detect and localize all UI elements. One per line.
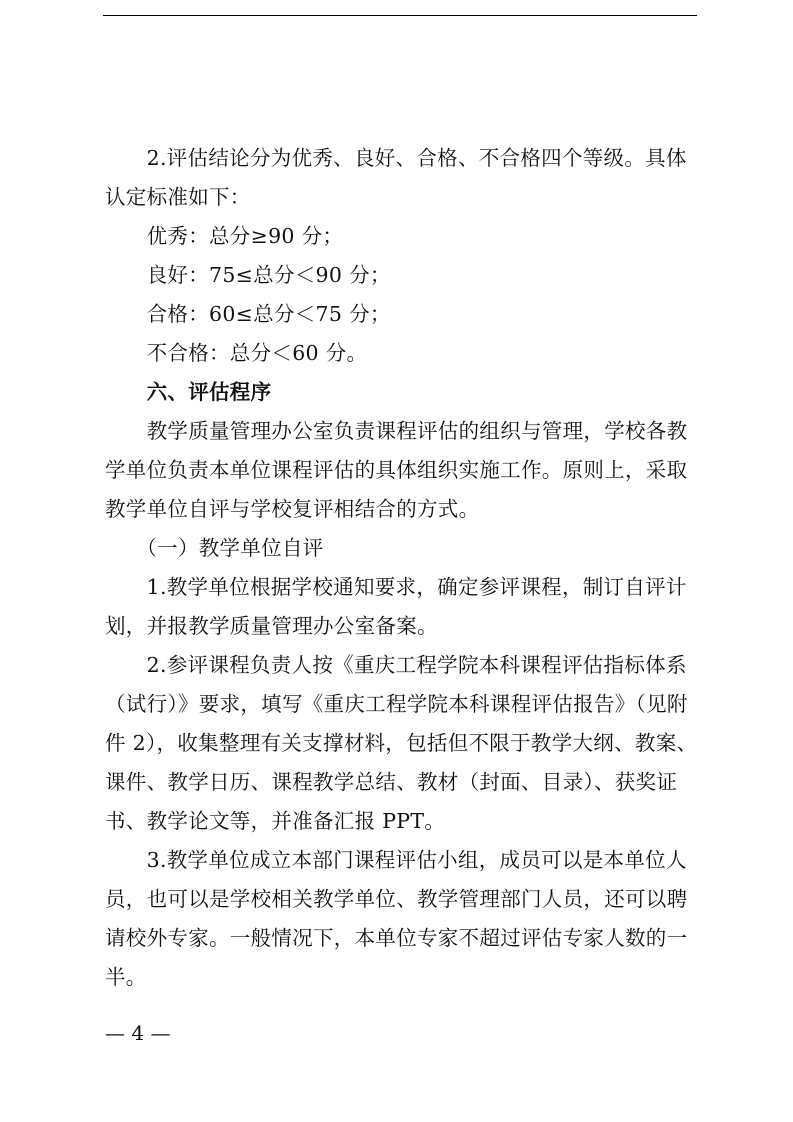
text-line: 认定标准如下： <box>105 185 251 209</box>
text-line: 优秀：总分≥90 分； <box>105 224 344 248</box>
text-line: 请校外专家。一般情况下，本单位专家不超过评估专家人数的一 <box>105 926 688 950</box>
text-line: 2.评估结论分为优秀、良好、合格、不合格四个等级。具体 <box>105 146 687 170</box>
text-line: （试行）》要求，填写《重庆工程学院本科课程评估报告》（见附 <box>105 692 688 716</box>
text-line: 教学单位自评与学校复评相结合的方式。 <box>105 497 480 521</box>
text-line: 件 2），收集整理有关支撑材料，包括但不限于教学大纲、教案、 <box>105 731 698 755</box>
subsection-heading: （一）教学单位自评 <box>105 536 324 560</box>
text-line: 划，并报教学质量管理办公室备案。 <box>105 614 438 638</box>
text-line: 学单位负责本单位课程评估的具体组织实施工作。原则上，采取 <box>105 458 688 482</box>
text-line: 书、教学论文等，并准备汇报 PPT。 <box>105 809 446 833</box>
section-heading: 六、评估程序 <box>105 380 272 404</box>
header-rule <box>103 15 697 16</box>
text-line: 1.教学单位根据学校通知要求，确定参评课程，制订自评计 <box>105 575 687 599</box>
text-line: 课件、教学日历、课程教学总结、教材（封面、目录）、获奖证 <box>105 770 678 794</box>
text-line: 员，也可以是学校相关教学单位、教学管理部门人员，还可以聘 <box>105 887 688 911</box>
text-line: 教学质量管理办公室负责课程评估的组织与管理，学校各教 <box>105 419 688 443</box>
text-line: 半。 <box>105 965 147 989</box>
text-line: 2.参评课程负责人按《重庆工程学院本科课程评估指标体系 <box>105 653 687 677</box>
page-number: — 4 — <box>105 1021 171 1045</box>
text-line: 3.教学单位成立本部门课程评估小组，成员可以是本单位人 <box>105 848 687 872</box>
text-line: 不合格：总分＜60 分。 <box>105 341 368 365</box>
text-line: 合格：60≤总分＜75 分； <box>105 302 391 326</box>
text-line: 良好：75≤总分＜90 分； <box>105 263 391 287</box>
